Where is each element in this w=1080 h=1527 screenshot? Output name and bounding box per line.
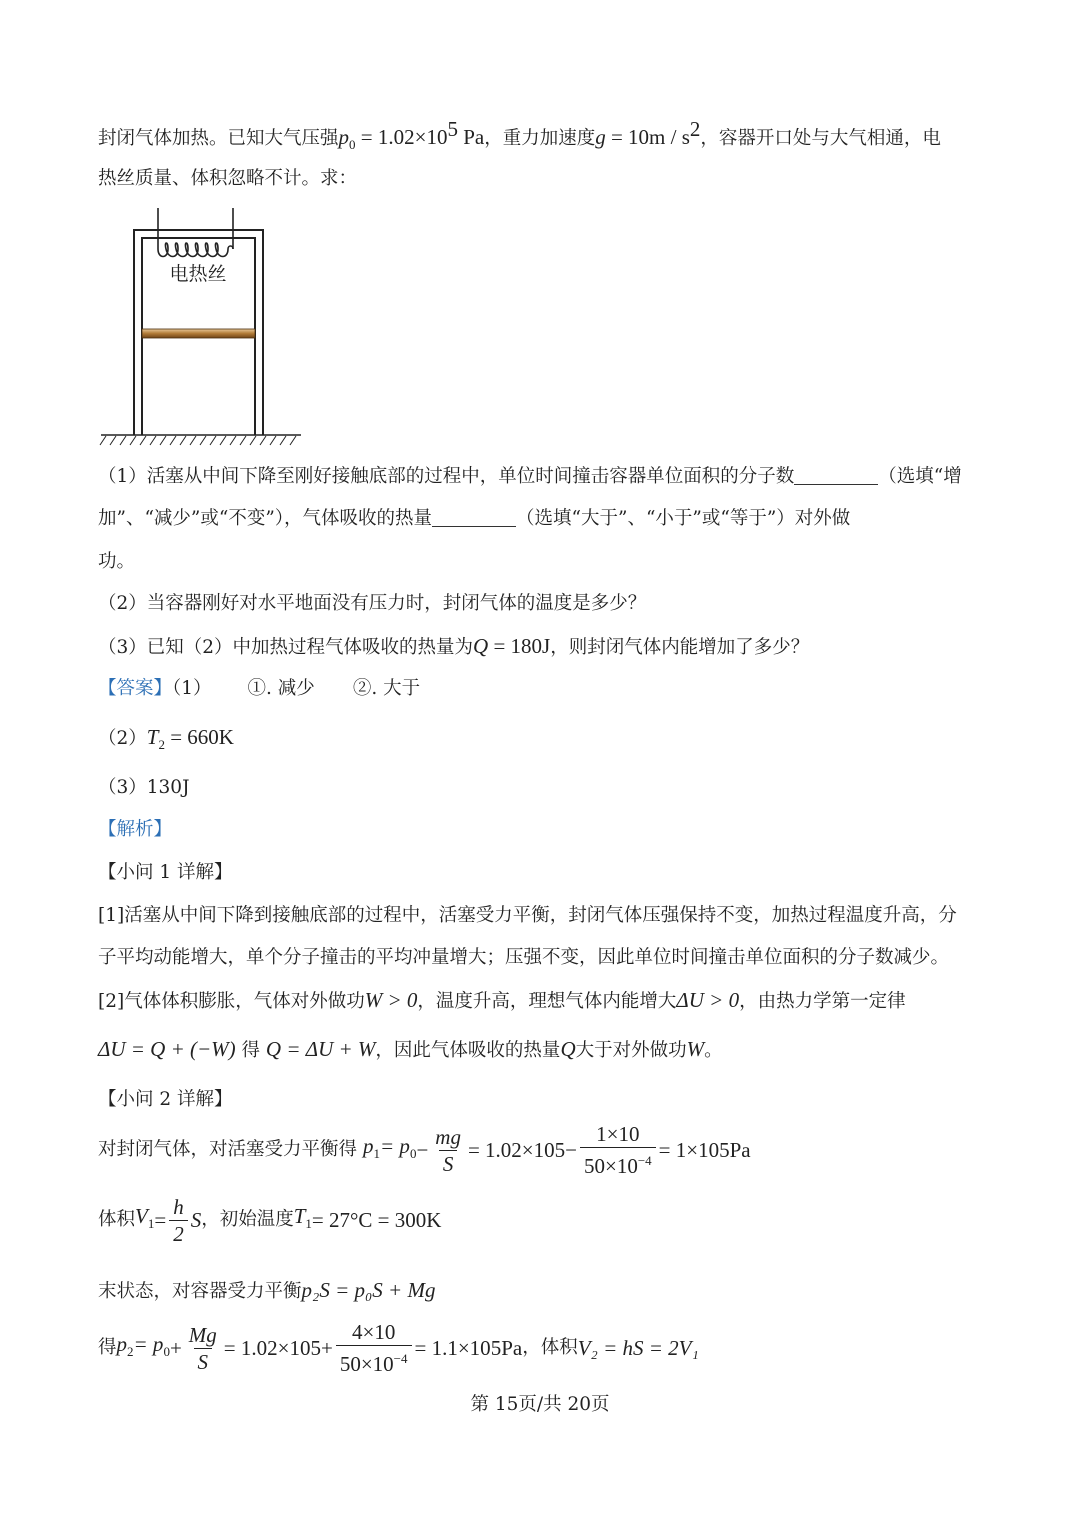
question-2: （2）当容器刚好对水平地面没有压力时，封闭气体的温度是多少？ [98, 593, 647, 614]
question-1-line-3: 功。 [98, 551, 136, 572]
heater-container-figure [96, 205, 316, 454]
fraction-numeric-2: $\frac{4\times 10}{50\times 10^{-4}}$ [336, 1319, 412, 1377]
intro-line-2: 热丝质量、体积忽略不计。求： [98, 168, 358, 189]
heater-label: 电热丝 [169, 263, 227, 285]
analysis-2-line-2: 体积 $V_1$ = $\frac{h}{2}$ S ，初始温度 $T_1$ = 27°C = 300K [98, 1194, 442, 1246]
fraction-numeric-1: $\frac{1\times 10}{50\times 10^{-4}}$ [580, 1121, 656, 1179]
question-1-line-1: （1）活塞从中间下降至刚好接触底部的过程中，单位时间撞击容器单位面积的分子数 （选填“增 [98, 466, 962, 487]
fraction-h-over-2: $\frac{h}{2}$ [169, 1194, 188, 1247]
analysis-2-line-4: 得 $p_2$ = $p_0$ + $\frac{Mg}{S}$ = 1.02×10 5 + $\frac{4\times 10}{50\times 10^{-4}}$ = 1.1×10 5 Pa ，体积 V₂ = hS = 2V₁ [98, 1320, 699, 1376]
analysis-2-line-3: 末状态，对容器受力平衡p₂S = p₀S + Mg [98, 1278, 436, 1302]
page-footer: 第 15页/共 20页 [470, 1394, 610, 1415]
answer-line-2: $(2)T_2 = 660K$ [98, 725, 234, 752]
question-1-line-2: 加”、“减少”或“不变”），气体吸收的热量 （选填“大于”、“小于”或“等于”）对外做 [98, 508, 851, 529]
question-3: （3）已知（2）中加热过程气体吸收的热量为Q = 180J，则封闭气体内能增加了多少？ [98, 634, 810, 658]
answer-blank-1[interactable] [794, 466, 878, 485]
heater-coil-icon [158, 243, 233, 257]
answer-blank-2[interactable] [432, 508, 516, 527]
fraction-Mg-over-S: $\frac{Mg}{S}$ [188, 1322, 217, 1374]
piston [142, 329, 255, 338]
answer-line-3: （3）130J [98, 777, 190, 798]
intro-line-1: 封闭气体加热。已知大气压强$p_0 = 1.02\times 10^5$ Pa，重力加速度$g = 10m / s^2$，容器开口处与大气相通，电 [98, 117, 941, 152]
p0-symbol: $p_0$ [338, 125, 356, 152]
answer-line-1: 【答案】（1） ①. 减少 ②. 大于 [98, 678, 421, 699]
analysis-1-line-2: 子平均动能增大，单个分子撞击的平均冲量增大；压强不变，因此单位时间撞击单位面积的分子数减少。 [98, 947, 950, 968]
subquestion-2-title: 【小问 2 详解】 [98, 1089, 233, 1110]
analysis-1-line-3: [2]气体体积膨胀，气体对外做功W > 0，温度升高，理想气体内能增大ΔU > 0，由热力学第一定律 [98, 988, 906, 1012]
subquestion-1-title: 【小问 1 详解】 [98, 862, 233, 883]
analysis-1-line-1: [1]活塞从中间下降到接触底部的过程中，活塞受力平衡，封闭气体压强保持不变，加热过程温度升高，分 [98, 905, 957, 926]
analysis-tag: 【解析】 [98, 819, 173, 840]
analysis-2-line-1: 对封闭气体，对活塞受力平衡得 $p_1$ = $p_0$ − $\frac{mg}{S}$ = 1.02×10 5 − $\frac{1\times 10}{50\times 10^{-4}}$ = 1×10 5 Pa [98, 1122, 751, 1178]
container-diagram [96, 205, 316, 450]
analysis-1-line-4: ΔU = Q + (−W) 得 Q = ΔU + W，因此气体吸收的热量Q大于对外做功W。 [98, 1037, 723, 1061]
answer-tag: 【答案】 [98, 678, 173, 699]
fraction-mg-over-S: $\frac{mg}{S}$ [435, 1124, 461, 1176]
